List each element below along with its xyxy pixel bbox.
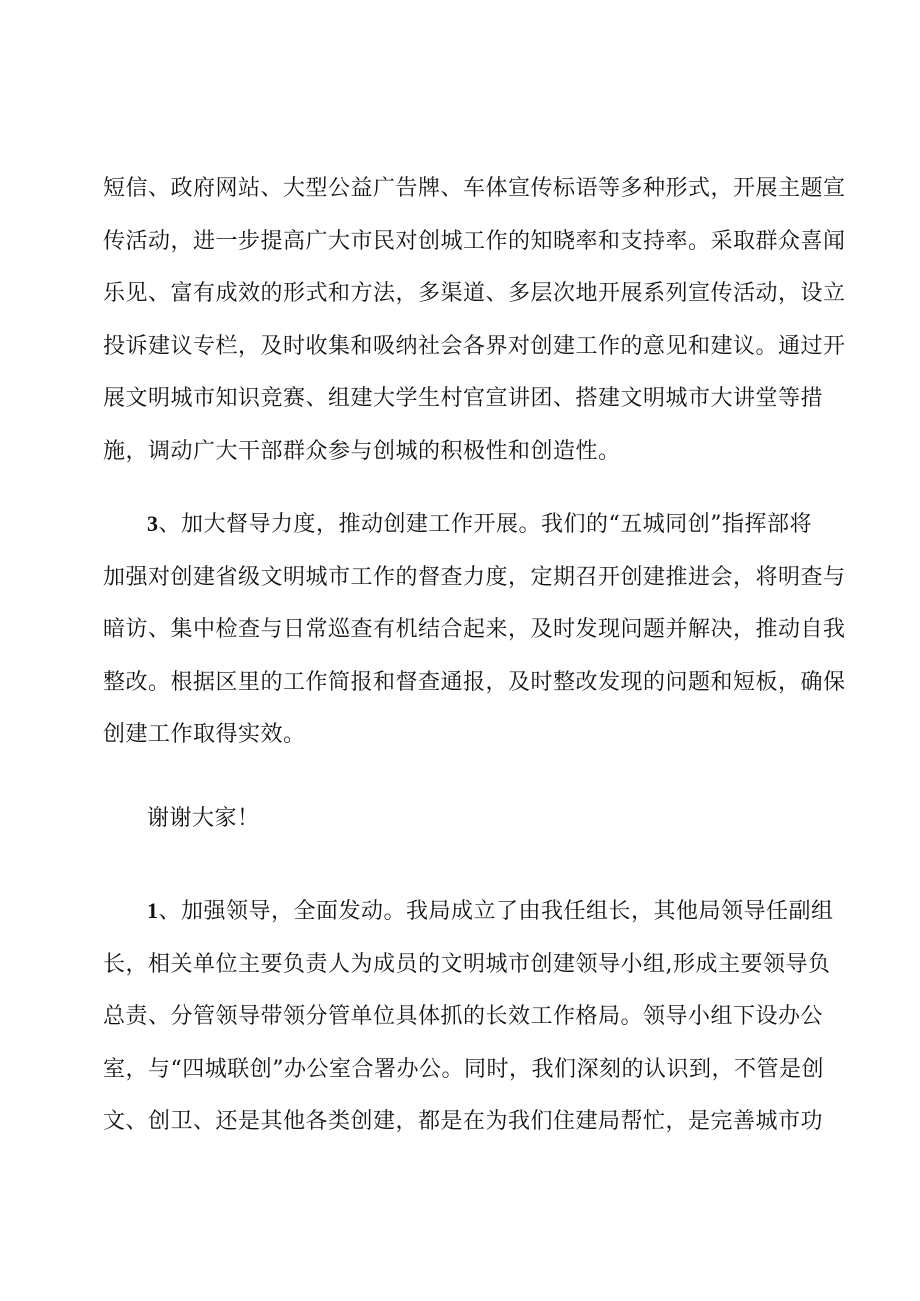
item-number: 1: [147, 898, 159, 923]
text-line: 短信、政府网站、大型公益广告牌、车体宣传标语等多种形式，开展主题宣: [103, 176, 846, 201]
text-line: 长，相关单位主要负责人为成员的文明城市创建领导小组,形成主要领导负: [103, 951, 831, 977]
paragraph-publicity: [103, 163, 846, 478]
text-line: 文、创卫、还是其他各类创建，都是在为我们住建局帮忙，是完善城市功: [103, 1109, 824, 1134]
item-number: 3: [147, 511, 159, 536]
text-line: 整改。根据区里的工作简报和督查通报，及时整改发现的问题和短板，确保: [103, 669, 846, 695]
paragraph-first-line: [103, 498, 823, 552]
closing-text: 谢谢大家！: [147, 806, 260, 831]
text-line: 加强对创建省级文明城市工作的督查力度，定期召开创建推进会，将明查与: [103, 564, 846, 590]
closing-remark: [103, 793, 823, 846]
item-heading-text: 、加强领导，全面发动。我局成立了由我任组长，其他局领导任副组: [158, 899, 834, 924]
text-line: 总责、分管领导带领分管单位具体抓的长效工作格局。领导小组下设办公: [103, 1004, 824, 1029]
paragraph-first-line: [103, 885, 834, 939]
paragraph-leadership: [103, 885, 834, 1149]
text-line: 暗访、集中检查与日常巡查有机结合起来，及时发现问题并解决，推动自我: [103, 617, 846, 642]
text-line: 创建工作取得实效。: [103, 722, 306, 747]
text-line: 展文明城市知识竞赛、组建大学生村官宣讲团、搭建文明城市大讲堂等措: [103, 386, 824, 411]
text-line: 投诉建议专栏，及时收集和吸纳社会各界对创建工作的意见和建议。通过开: [103, 333, 846, 359]
text-line: 施，调动广大干部群众参与创城的积极性和创造性。: [103, 438, 621, 464]
text-line: 乐见、富有成效的形式和方法，多渠道、多层次地开展系列宣传活动，设立: [103, 281, 846, 306]
text-line: 室，与“四城联创”办公室合署办公。同时，我们深刻的认识到，不管是创: [103, 1056, 824, 1082]
paragraph-supervision: [103, 498, 846, 762]
item-heading-text: 、加大督导力度，推动创建工作开展。我们的“五城同创”指挥部将: [158, 512, 812, 537]
text-line: 传活动，进一步提高广大市民对创城工作的知晓率和支持率。采取群众喜闻: [103, 228, 846, 254]
